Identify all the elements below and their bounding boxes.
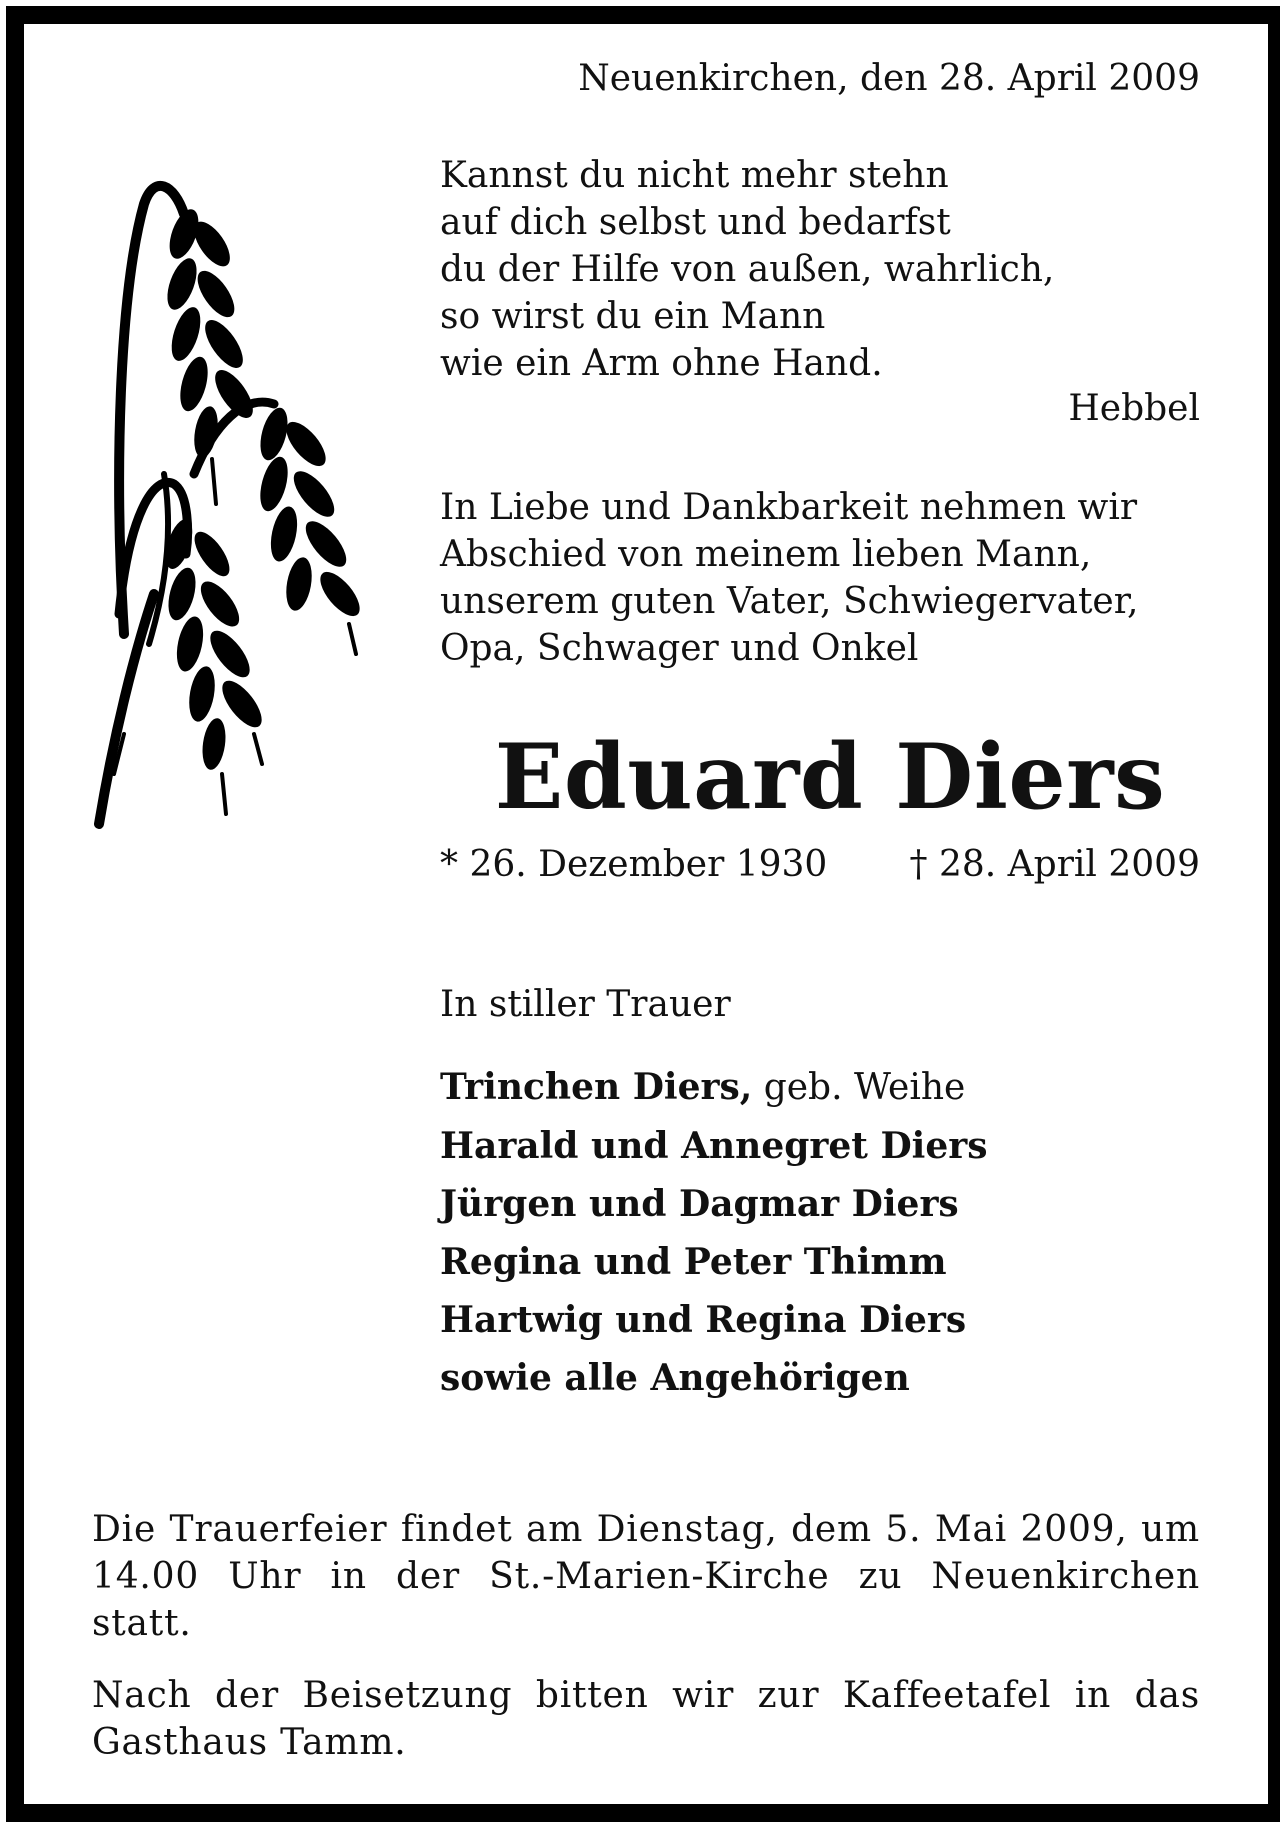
poem-line: wie ein Arm ohne Hand.	[440, 343, 883, 384]
poem-line: so wirst du ein Mann	[440, 296, 826, 337]
mourner-entry	[440, 1058, 988, 1117]
death-date: † 28. April 2009	[909, 844, 1200, 885]
poem-line: Kannst du nicht mehr stehn	[440, 155, 949, 196]
intro-text	[440, 484, 1200, 672]
poem-author: Hebbel	[1068, 388, 1200, 429]
intro-line: unserem guten Vater, Schwiegervater,	[440, 581, 1139, 622]
place-date: Neuenkirchen, den 28. April 2009	[578, 58, 1200, 99]
intro-line: In Liebe und Dankbarkeit nehmen wir	[440, 487, 1138, 528]
intro-line: Opa, Schwager und Onkel	[440, 628, 919, 669]
mourning-heading: In stiller Trauer	[440, 984, 731, 1025]
obituary-notice	[24, 24, 1268, 1804]
poem-line: auf dich selbst und bedarfst	[440, 202, 951, 243]
mourner-name: Trinchen Diers,	[440, 1066, 753, 1108]
mourner-entry: sowie alle Angehörigen	[440, 1357, 910, 1399]
mourner-entry: Jürgen und Dagmar Diers	[440, 1183, 959, 1225]
wheat-ears-icon	[94, 174, 424, 834]
mourners-list	[440, 1058, 988, 1407]
poem-line: du der Hilfe von außen, wahrlich,	[440, 249, 1055, 290]
poem	[440, 152, 1054, 387]
mourner-entry: Regina und Peter Thimm	[440, 1241, 947, 1283]
deceased-name: Eduard Diers	[494, 724, 1166, 830]
notice-border	[6, 6, 1280, 1822]
intro-line: Abschied von meinem lieben Mann,	[440, 534, 1092, 575]
birth-date: * 26. Dezember 1930	[440, 844, 828, 885]
reception-info: Nach der Beisetzung bitten wir zur Kaffeetafel in das Gasthaus Tamm.	[92, 1675, 1200, 1763]
mourner-entry: Harald und Annegret Diers	[440, 1125, 988, 1167]
mourner-maiden-name: geb. Weihe	[752, 1067, 966, 1108]
mourner-entry: Hartwig und Regina Diers	[440, 1299, 967, 1341]
funeral-info: Die Trauerfeier findet am Dienstag, dem 5. Mai 2009, um 14.00 Uhr in der St.-Marien-Kirche zu Neuenkirchen statt.	[92, 1509, 1200, 1644]
